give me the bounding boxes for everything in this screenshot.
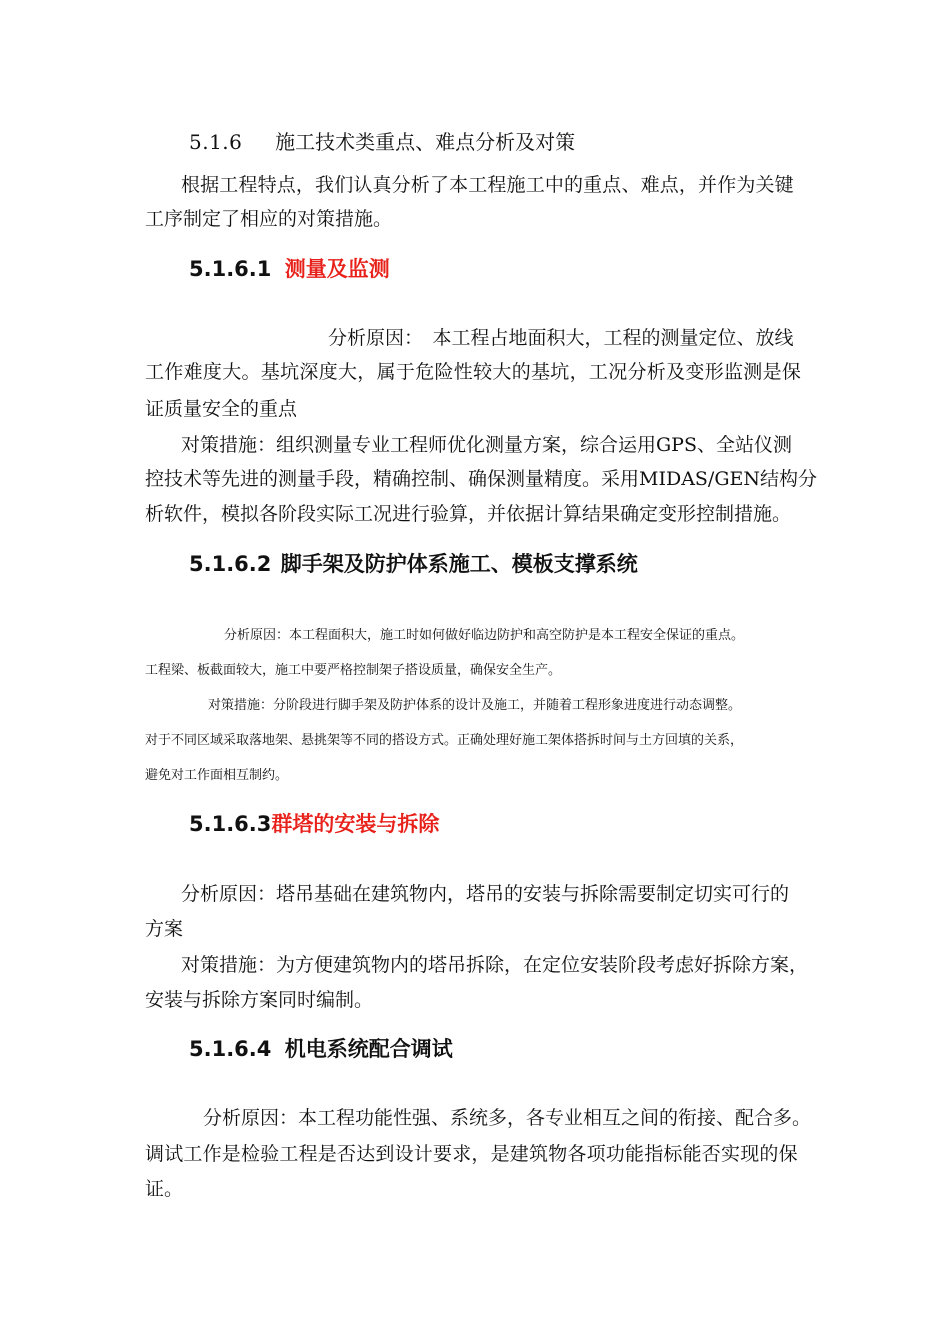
subsection-number: 5.1.6.4 (189, 1037, 272, 1061)
analysis-line: 工作难度大。基坑深度大，属于危险性较大的基坑，工况分析及变形监测是保 (145, 361, 802, 383)
subsection-number: 5.1.6.3 (189, 812, 272, 836)
section-number: 5.1.6 (189, 130, 243, 154)
measures-line: 控技术等先进的测量手段，精确控制、确保测量精度。采用MIDAS/GEN结构分 (145, 468, 818, 490)
analysis-line: 分析原因：本工程面积大，施工时如何做好临边防护和高空防护是本工程安全保证的重点。 (224, 628, 745, 643)
analysis-line: 方案 (145, 918, 184, 940)
measures-line: 避免对工作面相互制约。 (145, 768, 289, 783)
subsection-title: 机电系统配合调试 (284, 1037, 453, 1061)
subsection-heading-5-1-6-1 (189, 253, 390, 283)
measures-line: 安装与拆除方案同时编制。 (145, 989, 374, 1011)
section-title: 施工技术类重点、难点分析及对策 (275, 130, 576, 154)
subsection-heading-5-1-6-2 (189, 548, 638, 578)
section-heading-5-1-6 (189, 126, 575, 155)
analysis-line: 分析原因： 本工程占地面积大，工程的测量定位、放线 (328, 327, 794, 349)
analysis-line: 证质量安全的重点 (145, 398, 298, 420)
measures-line: 对策措施：分阶段进行脚手架及防护体系的设计及施工，并随着工程形象进度进行动态调整。 (208, 698, 742, 713)
measures-line: 对于不同区域采取落地架、悬挑架等不同的搭设方式。正确处理好施工架体搭拆时间与土方回填的关系， (145, 733, 744, 748)
subsection-title: 脚手架及防护体系施工、模板支撑系统 (280, 552, 638, 576)
subsection-title: 群塔的安装与拆除 (271, 812, 440, 836)
measures-line: 对策措施：组织测量专业工程师优化测量方案，综合运用GPS、全站仪测 (181, 434, 792, 456)
measures-line: 析软件，模拟各阶段实际工况进行验算，并依据计算结果确定变形控制措施。 (145, 503, 792, 525)
subsection-heading-5-1-6-4 (189, 1033, 453, 1063)
analysis-line: 分析原因：塔吊基础在建筑物内，塔吊的安装与拆除需要制定切实可行的 (181, 883, 790, 905)
subsection-title: 测量及监测 (284, 257, 390, 281)
subsection-number: 5.1.6.1 (189, 257, 272, 281)
analysis-line: 证。 (145, 1178, 184, 1200)
intro-paragraph-line: 工序制定了相应的对策措施。 (145, 208, 393, 230)
subsection-number: 5.1.6.2 (189, 552, 272, 576)
subsection-heading-5-1-6-3 (189, 808, 439, 838)
measures-line: 对策措施：为方便建筑物内的塔吊拆除，在定位安装阶段考虑好拆除方案， (181, 954, 809, 976)
analysis-line: 调试工作是检验工程是否达到设计要求，是建筑物各项功能指标能否实现的保 (145, 1143, 798, 1165)
analysis-line: 工程梁、板截面较大，施工中要严格控制架子搭设质量，确保安全生产。 (145, 663, 562, 678)
analysis-line: 分析原因：本工程功能性强、系统多，各专业相互之间的衔接、配合多。 (203, 1107, 812, 1129)
intro-paragraph-line: 根据工程特点，我们认真分析了本工程施工中的重点、难点，并作为关键 (181, 174, 794, 196)
